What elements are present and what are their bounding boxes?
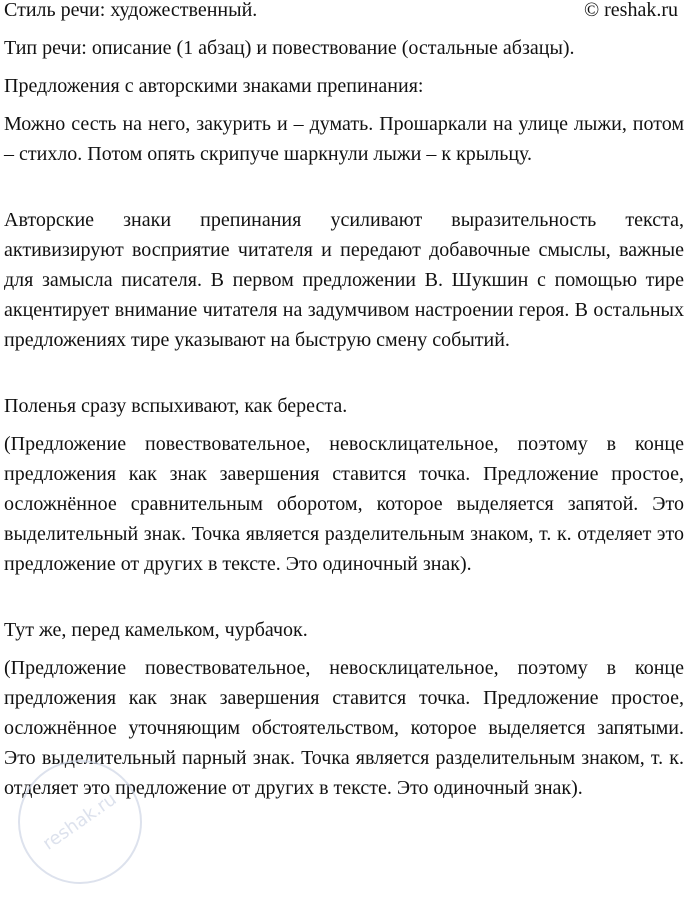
quote-paragraph: Можно сесть на него, закурить и – думать. Прошаркали на улице лыжи, потом – стихло. Потом опять скрипуче шаркнули лыжи – к крыльцу. xyxy=(4,113,684,165)
site-watermark: © reshak.ru xyxy=(583,0,678,21)
sentence-2-analysis: (Предложение повествовательное, невосклицательное, поэтому в конце предложения как знак завершения ставится точка. Предложение простое, осложнённое уточняющим обстоятельством, которое выделяется запятыми. Это выделительный парный знак. Точка является разделительным знаком, т. к. отделяет это предложение от других в тексте. Это одиночный знак). xyxy=(4,657,684,799)
analysis-paragraph: Авторские знаки препинания усиливают выразительность текста, активизируют восприятие читателя и передают добавочные смыслы, важные для замысла писателя. В первом предложении В. Шукшин с помощью тире акцентирует внимание читателя на задумчивом настроении героя. В остальных предложениях тире указывают на быструю смену событий. xyxy=(4,209,684,351)
speech-style-line: Стиль речи: художественный. xyxy=(4,0,258,21)
document-page xyxy=(4,0,684,803)
speech-type-line: Тип речи: описание (1 абзац) и повествование (остальные абзацы). xyxy=(4,37,575,59)
sentence-1-analysis: (Предложение повествовательное, невосклицательное, поэтому в конце предложения как знак завершения ставится точка. Предложение простое, осложнённое сравнительным оборотом, которое выделяется запятой. Это выделительный знак. Точка является разделительным знаком, т. к. отделяет это предложение от других в тексте. Это одиночный знак). xyxy=(4,433,684,575)
author-punctuation-heading: Предложения с авторскими знаками препинания: xyxy=(4,75,424,97)
watermark-stamp-logo: reshak.ru xyxy=(0,736,166,908)
sentence-2: Тут же, перед камельком, чурбачок. xyxy=(4,619,308,641)
sentence-1: Поленья сразу вспыхивают, как береста. xyxy=(4,395,348,417)
header-row xyxy=(4,0,684,25)
